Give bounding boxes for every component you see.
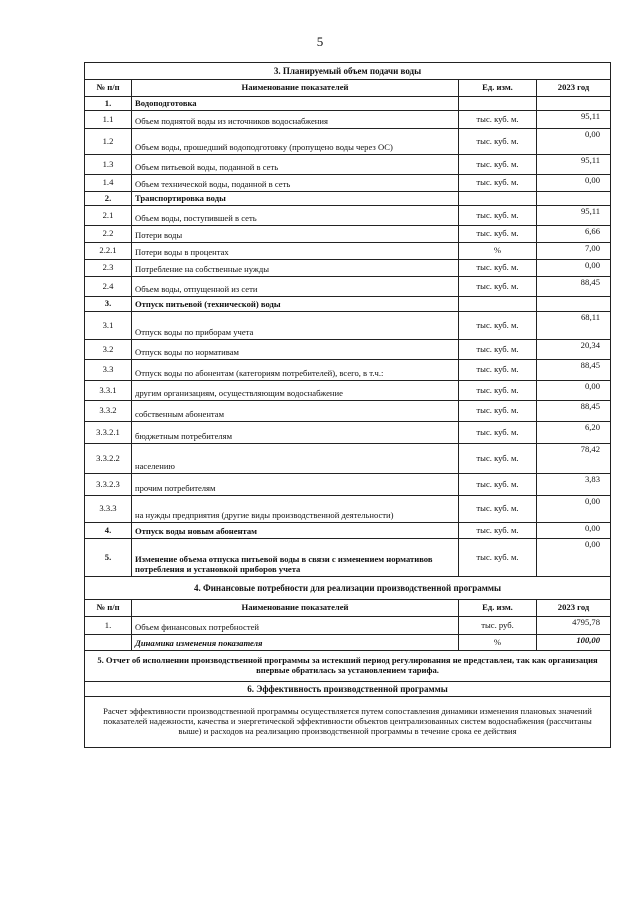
row-value: 0,00 (537, 129, 611, 155)
document-body (84, 62, 610, 748)
row-number: 5. (85, 539, 132, 577)
row-value: 88,45 (537, 360, 611, 381)
row-name: другим организациям, осуществляющим водоснабжение (132, 381, 459, 401)
section4-title: 4. Финансовые потребности для реализации производственной программы (85, 577, 611, 600)
table-row (85, 277, 611, 297)
section6-title: 6. Эффективность производственной программы (85, 682, 611, 697)
fin-col-year-header: 2023 год (537, 600, 611, 617)
row-unit: тыс. куб. м. (459, 111, 537, 129)
row-name: населению (132, 444, 459, 474)
row-number: 3.3.1 (85, 381, 132, 401)
table-row (85, 97, 611, 111)
row-value: 0,00 (537, 260, 611, 277)
row-name: Объем технической воды, поданной в сеть (132, 175, 459, 192)
table-row (85, 539, 611, 577)
row-number: 1.2 (85, 129, 132, 155)
row-unit: тыс. куб. м. (459, 312, 537, 340)
row-number: 3. (85, 297, 132, 312)
col-unit-header: Ед. изм. (459, 80, 537, 97)
row-unit: тыс. куб. м. (459, 226, 537, 243)
row-unit: тыс. куб. м. (459, 422, 537, 444)
table-row (85, 474, 611, 496)
row-name: Изменение объема отпуска питьевой воды в связи с изменением нормативов потребления и установкой приборов учета (132, 539, 459, 577)
table-row (85, 401, 611, 422)
row-unit: тыс. куб. м. (459, 381, 537, 401)
row-unit: % (459, 243, 537, 260)
row-value: 0,00 (537, 496, 611, 523)
row-name: Объем поднятой воды из источников водоснабжения (132, 111, 459, 129)
row-unit: тыс. куб. м. (459, 260, 537, 277)
row-value: 78,42 (537, 444, 611, 474)
table-row (85, 155, 611, 175)
row-unit (459, 192, 537, 206)
row-unit: тыс. куб. м. (459, 340, 537, 360)
row-number: 3.3.2.2 (85, 444, 132, 474)
table-row (85, 523, 611, 539)
row-number: 4. (85, 523, 132, 539)
row-value: 4795,78 (537, 617, 611, 635)
row-unit: тыс. куб. м. (459, 401, 537, 422)
table-row (85, 175, 611, 192)
table-row (85, 312, 611, 340)
row-number: 1.3 (85, 155, 132, 175)
row-unit: тыс. руб. (459, 617, 537, 635)
row-value: 68,11 (537, 312, 611, 340)
row-name: Потери воды (132, 226, 459, 243)
page-number: 5 (316, 34, 324, 49)
row-name: Отпуск воды по нормативам (132, 340, 459, 360)
table-row (85, 260, 611, 277)
row-value: 0,00 (537, 175, 611, 192)
row-name: прочим потребителям (132, 474, 459, 496)
fin-col-name-header: Наименование показателей (132, 600, 459, 617)
row-value: 88,45 (537, 277, 611, 297)
row-unit: тыс. куб. м. (459, 360, 537, 381)
water-supply-table (84, 62, 611, 577)
row-name: Транспортировка воды (132, 192, 459, 206)
row-number: 3.2 (85, 340, 132, 360)
row-value: 100,00 (537, 635, 611, 651)
row-value: 3,83 (537, 474, 611, 496)
row-name: Потребление на собственные нужды (132, 260, 459, 277)
table-row (85, 444, 611, 474)
row-number: 2.2 (85, 226, 132, 243)
row-number: 1.1 (85, 111, 132, 129)
table-row (85, 192, 611, 206)
row-value: 95,11 (537, 155, 611, 175)
row-number: 3.1 (85, 312, 132, 340)
row-unit: тыс. куб. м. (459, 129, 537, 155)
table-row (85, 297, 611, 312)
row-unit: тыс. куб. м. (459, 496, 537, 523)
section6-text: Расчет эффективности производственной программы осуществляется путем сопоставления динамики изменения плановых значений показателей надежности, качества и энергетической эффективности объектов централизованных систем водоснабжения (рассчитаны выше) и расходов на реализацию производственной программы в течение срока ее действия (85, 697, 611, 748)
row-name: Потери воды в процентах (132, 243, 459, 260)
row-name: на нужды предприятия (другие виды производственной деятельности) (132, 496, 459, 523)
row-value: 88,45 (537, 401, 611, 422)
table-row (85, 340, 611, 360)
row-unit: тыс. куб. м. (459, 175, 537, 192)
row-number: 1. (85, 97, 132, 111)
row-unit: % (459, 635, 537, 651)
row-unit: тыс. куб. м. (459, 539, 537, 577)
row-name: Объем финансовых потребностей (132, 617, 459, 635)
row-number: 2.3 (85, 260, 132, 277)
row-number: 2.4 (85, 277, 132, 297)
fin-col-unit-header: Ед. изм. (459, 600, 537, 617)
row-unit: тыс. куб. м. (459, 523, 537, 539)
section3-title: 3. Планируемый объем подачи воды (85, 63, 611, 80)
row-name: Динамика изменения показателя (132, 635, 459, 651)
row-value: 7,00 (537, 243, 611, 260)
row-value: 95,11 (537, 111, 611, 129)
row-name: Водоподготовка (132, 97, 459, 111)
table-row (85, 226, 611, 243)
fin-col-num-header: № п/п (85, 600, 132, 617)
row-name: Отпуск воды новым абонентам (132, 523, 459, 539)
col-num-header: № п/п (85, 80, 132, 97)
row-name: собственным абонентам (132, 401, 459, 422)
row-name: Объем воды, прошедший водоподготовку (пропущено воды через ОС) (132, 129, 459, 155)
row-number: 3.3 (85, 360, 132, 381)
row-unit (459, 97, 537, 111)
table-row (85, 206, 611, 226)
table-row (85, 635, 611, 651)
row-value: 0,00 (537, 381, 611, 401)
row-name: Объем воды, отпущенной из сети (132, 277, 459, 297)
row-number: 3.3.2 (85, 401, 132, 422)
row-number: 1.4 (85, 175, 132, 192)
table-row (85, 617, 611, 635)
col-year-header: 2023 год (537, 80, 611, 97)
row-number: 1. (85, 617, 132, 635)
row-unit: тыс. куб. м. (459, 444, 537, 474)
row-number: 3.3.2.3 (85, 474, 132, 496)
row-name: Отпуск воды по приборам учета (132, 312, 459, 340)
row-value: 6,66 (537, 226, 611, 243)
row-value: 0,00 (537, 523, 611, 539)
financial-table (84, 577, 611, 748)
row-unit (459, 297, 537, 312)
row-number: 2.2.1 (85, 243, 132, 260)
row-number: 2.1 (85, 206, 132, 226)
row-name: бюджетным потребителям (132, 422, 459, 444)
row-value: 20,34 (537, 340, 611, 360)
row-value: 0,00 (537, 539, 611, 577)
row-number: 3.3.2.1 (85, 422, 132, 444)
row-unit: тыс. куб. м. (459, 155, 537, 175)
row-number: 3.3.3 (85, 496, 132, 523)
section5-text: 5. Отчет об исполнении производственной программы за истекший период регулирования не представлен, так как организация впервые обратилась за установлением тарифа. (85, 651, 611, 682)
row-value (537, 97, 611, 111)
row-name: Объем воды, поступившей в сеть (132, 206, 459, 226)
row-value (537, 192, 611, 206)
table-row (85, 243, 611, 260)
table-row (85, 129, 611, 155)
table-row (85, 381, 611, 401)
table-row (85, 496, 611, 523)
row-value: 6,20 (537, 422, 611, 444)
table-row (85, 360, 611, 381)
table-row (85, 111, 611, 129)
col-name-header: Наименование показателей (132, 80, 459, 97)
row-value (537, 297, 611, 312)
row-unit: тыс. куб. м. (459, 206, 537, 226)
section3-rows (85, 97, 611, 577)
row-unit: тыс. куб. м. (459, 474, 537, 496)
row-value: 95,11 (537, 206, 611, 226)
table-row (85, 422, 611, 444)
row-name: Отпуск питьевой (технической) воды (132, 297, 459, 312)
row-number (85, 635, 132, 651)
row-name: Объем питьевой воды, поданной в сеть (132, 155, 459, 175)
row-name: Отпуск воды по абонентам (категориям потребителей), всего, в т.ч.: (132, 360, 459, 381)
row-number: 2. (85, 192, 132, 206)
row-unit: тыс. куб. м. (459, 277, 537, 297)
